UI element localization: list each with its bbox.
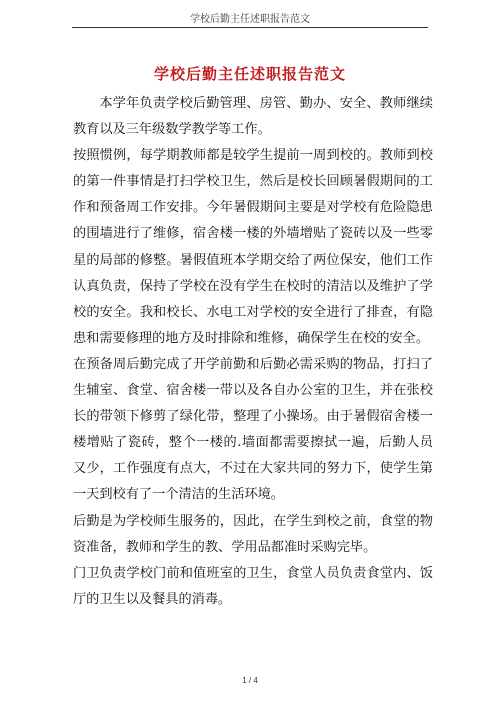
paragraph-logistics-service: 后勤是为学校师生服务的，因此，在学生到校之前，食堂的物资准备，教师和学生的教、学用品都准时采购完毕。 <box>73 513 433 555</box>
header-divider <box>72 27 428 28</box>
paragraph-purchasing-cleaning: 在预备周后勤完成了开学前勤和后勤必需采购的物品，打扫了生辅室、食堂、宿舍楼一带以及各自办公室的卫生，并在张校长的带领下修剪了绿化带，整理了小操场。由于暑假宿舍楼一楼增贴了瓷砖，整个一楼的.墙面都需要擦拭一遍，后勤人员又少，工作强度有点大，不过在大家共同的努力下，使学生第一天到校有了一个清洁的生活环境。 <box>73 356 433 503</box>
running-header: 学校后勤主任述职报告范文 <box>190 14 310 25</box>
document-title: 学校后勤主任述职报告范文 <box>153 65 346 83</box>
paragraph-hygiene-duties: 门卫负责学校门前和值班室的卫生，食堂人员负责食堂内、饭厅的卫生以及餐具的消毒。 <box>73 565 433 607</box>
paragraph-preparation-week: 按照惯例，每学期教师都是较学生提前一周到校的。教师到校的第一件事情是打扫学校卫生，然后是校长回顾暑假期间的工作和预备周工作安排。今年暑假期间主要是对学校有危险隐患的围墙进行了维修，宿舍楼一楼的外墙增贴了瓷砖以及一些零星的局部的修整。暑假值班本学期交给了两位保安，他们工作认真负责，保持了学校在没有学生在校时的清洁以及维护了学校的安全。我和校长、水电工对学校的安全进行了排查，有隐患和需要修理的地方及时排除和维修，确保学生在校的安全。 <box>73 148 433 346</box>
document-body <box>73 91 433 613</box>
page-number: 1 / 4 <box>242 676 258 685</box>
paragraph-intro: 本学年负责学校后勤管理、房管、勤办、安全、教师继续教育以及三年级数学教学等工作。 <box>73 96 433 138</box>
